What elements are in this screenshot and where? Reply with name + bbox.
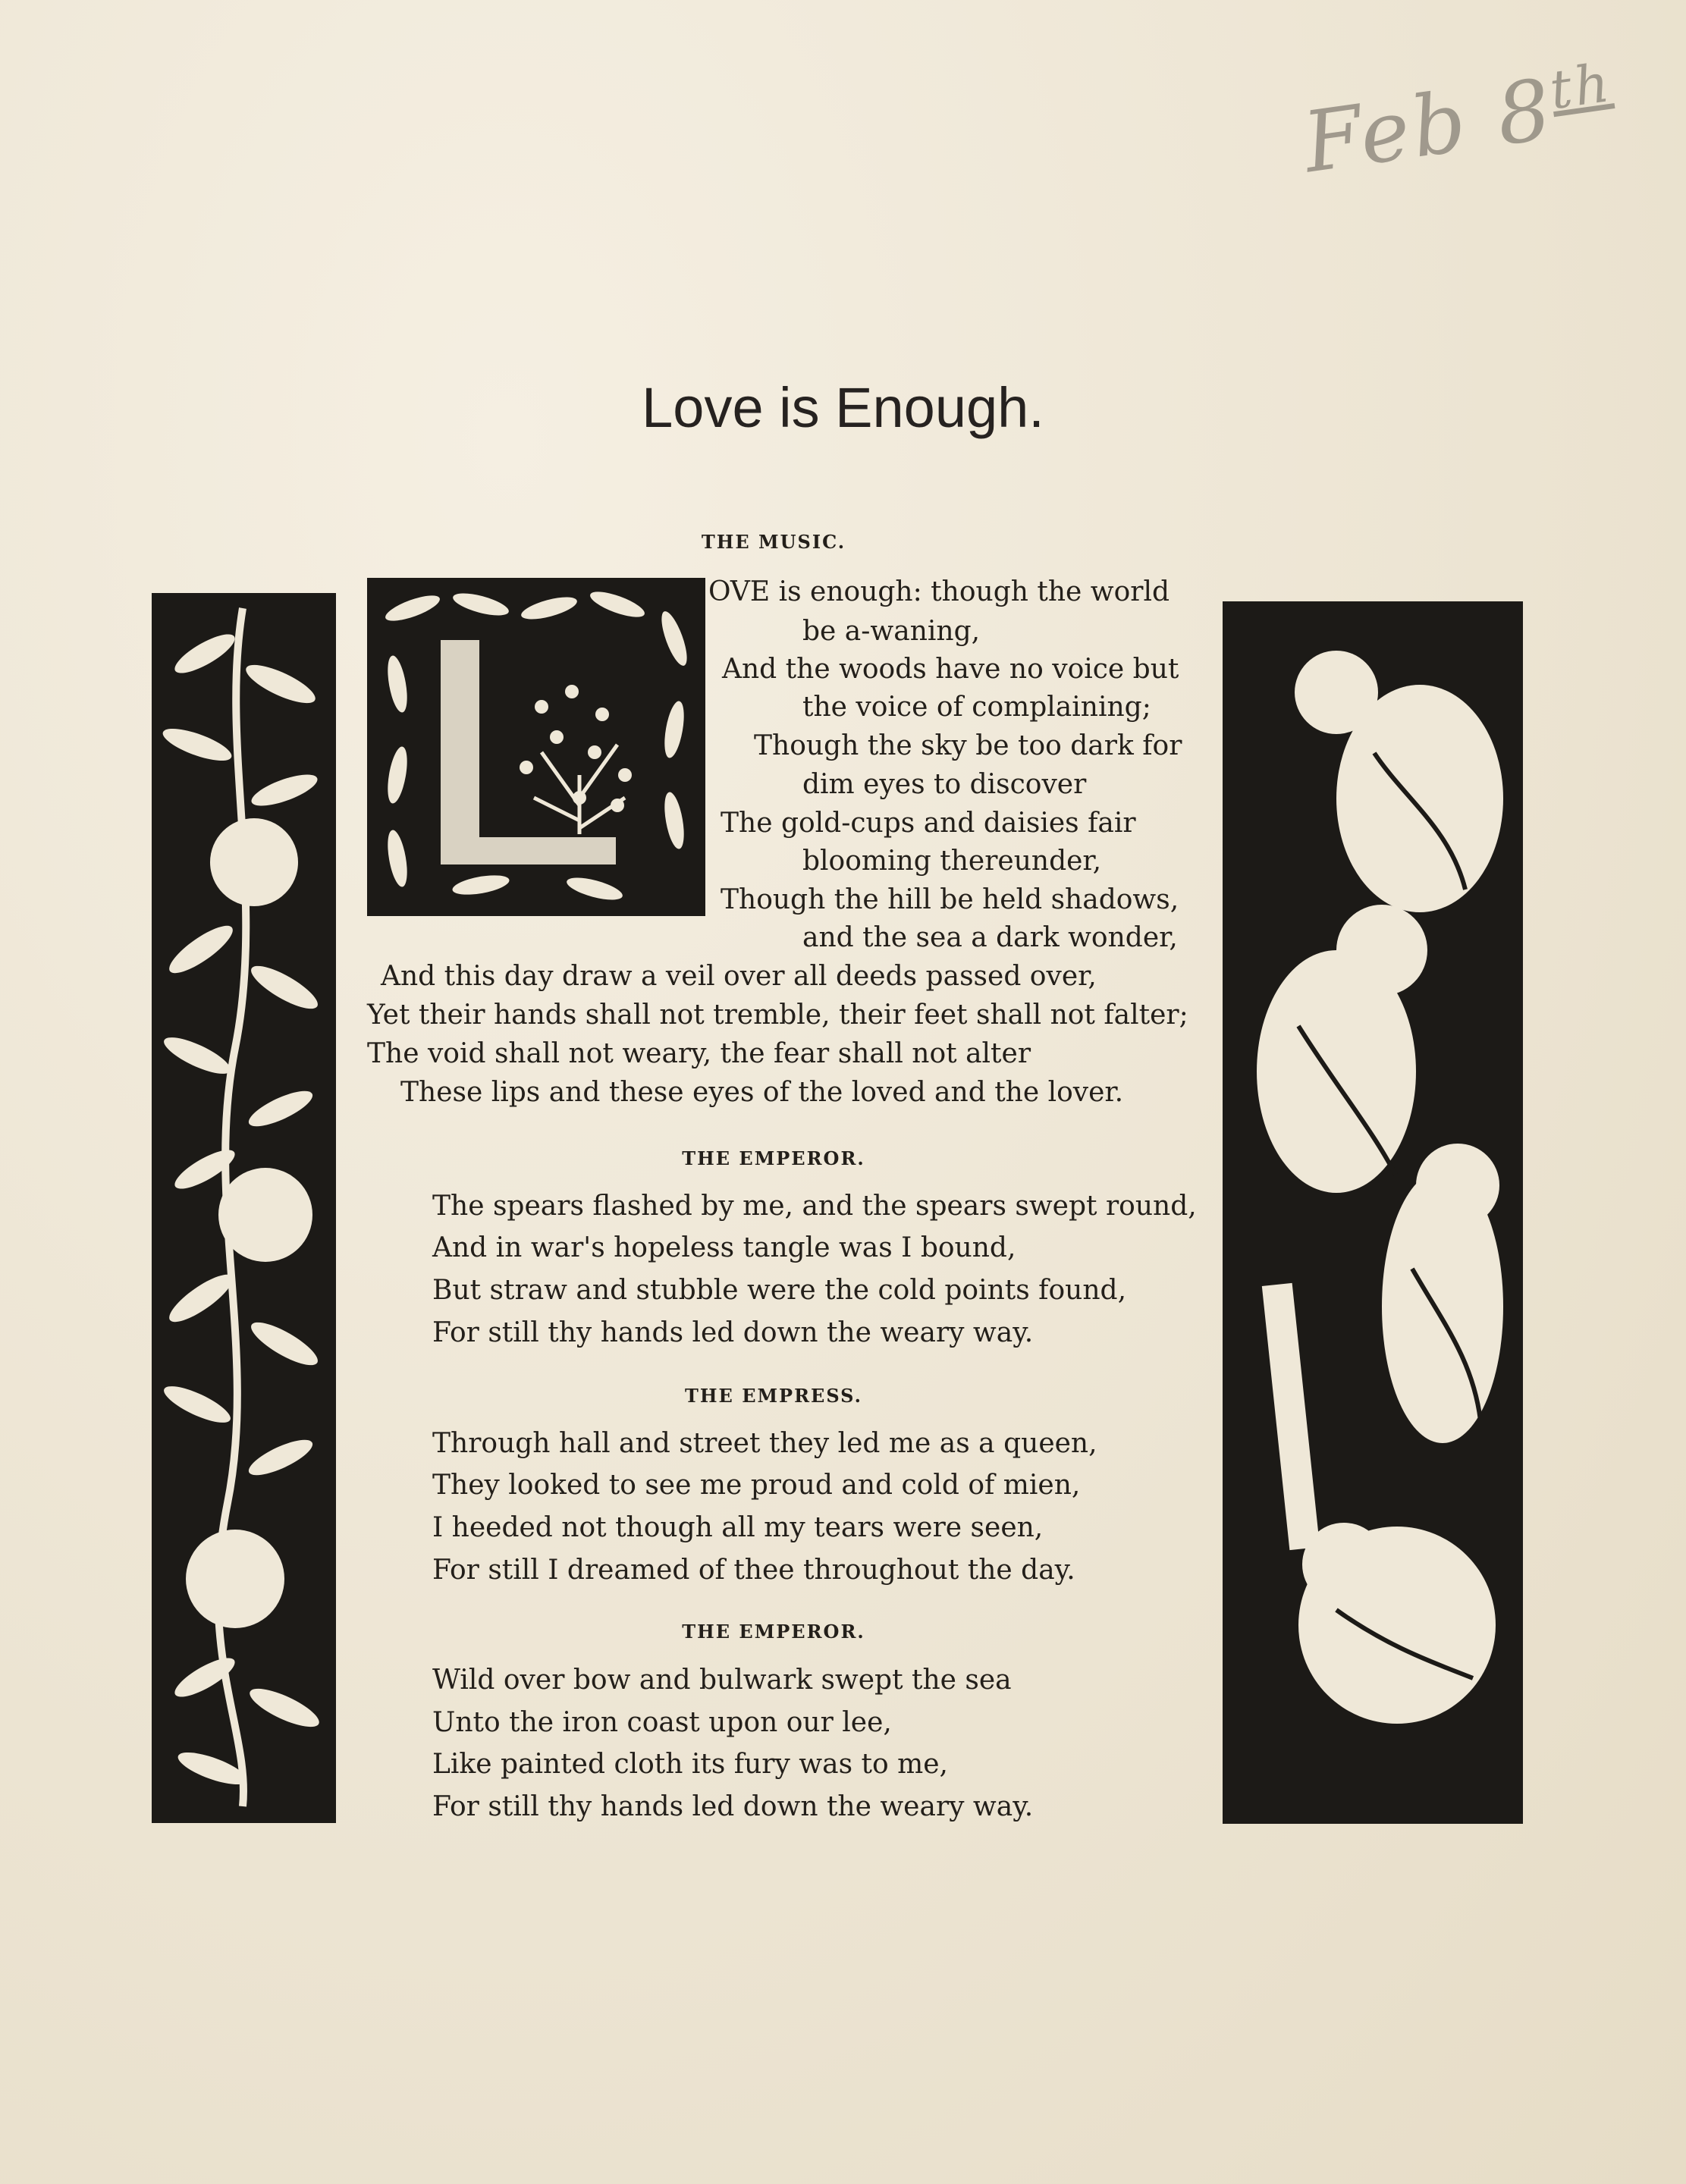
emperor1-line-3: But straw and stubble were the cold points found, (432, 1275, 1127, 1306)
music-line-11: And this day draw a veil over all deeds passed over, (381, 961, 1097, 992)
music-line-10: and the sea a dark wonder, (802, 922, 1178, 953)
music-line-12: Yet their hands shall not tremble, their feet shall not falter; (367, 999, 1188, 1031)
music-line-7: The gold-cups and daisies fair (721, 808, 1136, 839)
music-line-9: Though the hill be held shadows, (721, 884, 1179, 915)
annotation-text: Feb 8 (1298, 60, 1560, 192)
music-line-14: These lips and these eyes of the loved and the lover. (400, 1077, 1124, 1108)
emperor2-line-2: Unto the iron coast upon our lee, (432, 1707, 892, 1738)
annotation-suffix: th (1546, 51, 1616, 122)
empress-line-2: They looked to see me proud and cold of mien, (432, 1470, 1081, 1501)
empress-line-3: I heeded not though all my tears were seen, (432, 1512, 1044, 1543)
decorative-initial (367, 578, 705, 916)
page-title: Love is Enough. (642, 376, 1044, 439)
vine-illustration-svg (152, 593, 336, 1823)
music-line-13: The void shall not weary, the fear shall not alter (367, 1038, 1031, 1069)
emperor2-line-4: For still thy hands led down the weary way. (432, 1791, 1034, 1822)
section-heading-empress: THE EMPRESS. (685, 1385, 862, 1407)
empress-line-4: For still I dreamed of thee throughout the day. (432, 1555, 1075, 1586)
initial-illustration-svg (367, 578, 705, 916)
emperor1-line-1: The spears flashed by me, and the spears swept round, (432, 1191, 1197, 1222)
right-cherubs-border-illustration (1223, 601, 1523, 1824)
music-line-5: Though the sky be too dark for (754, 730, 1182, 761)
section-heading-emperor-1: THE EMPEROR. (682, 1147, 865, 1169)
emperor1-line-4: For still thy hands led down the weary way. (432, 1317, 1034, 1348)
left-vine-border-illustration (152, 593, 336, 1823)
music-line-4: the voice of complaining; (802, 692, 1151, 723)
section-heading-music: THE MUSIC. (701, 531, 846, 553)
music-line-3: And the woods have no voice but (722, 654, 1179, 685)
music-line-2: be a-waning, (802, 616, 981, 647)
emperor1-line-2: And in war's hopeless tangle was I bound, (432, 1232, 1016, 1263)
handwritten-date-annotation (1298, 51, 1630, 215)
music-line-8: blooming thereunder, (802, 846, 1102, 877)
music-line-6: dim eyes to discover (802, 769, 1087, 800)
cherubs-illustration-svg (1223, 601, 1523, 1824)
empress-line-1: Through hall and street they led me as a queen, (432, 1428, 1097, 1459)
section-heading-emperor-2: THE EMPEROR. (682, 1621, 865, 1643)
emperor2-line-1: Wild over bow and bulwark swept the sea (432, 1665, 1012, 1696)
emperor2-line-3: Like painted cloth its fury was to me, (432, 1749, 948, 1780)
music-line-1: OVE is enough: though the world (708, 576, 1170, 607)
